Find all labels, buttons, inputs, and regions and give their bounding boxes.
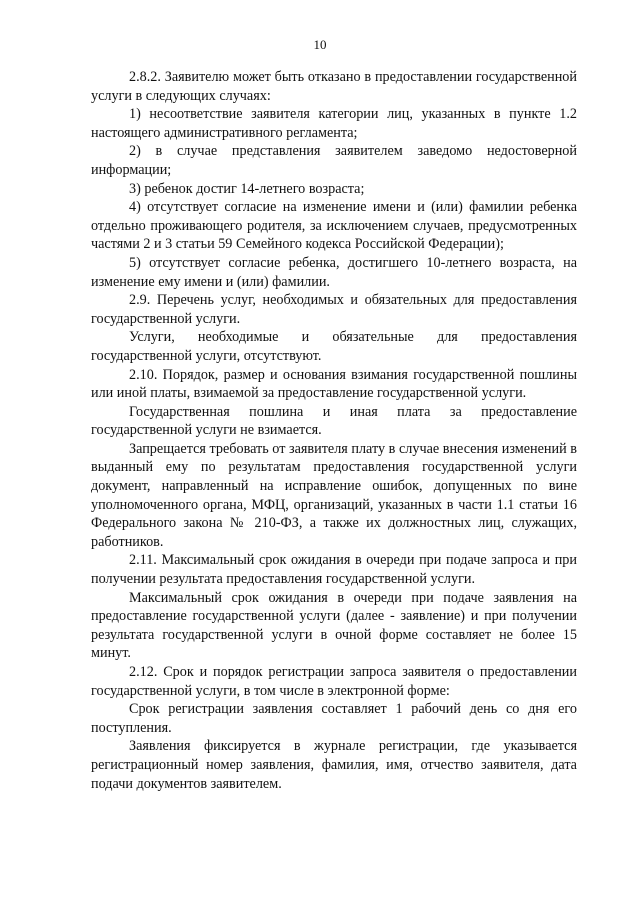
list-item-5: 5) отсутствует согласие ребенка, достигшего 10-летнего возраста, на изменение ему имени и (или) фамилии.	[91, 254, 577, 290]
section-heading-2-11: 2.11. Максимальный срок ожидания в очереди при подаче запроса и при получении результата предоставления государственной услуги.	[91, 552, 577, 588]
paragraph-2-8-2: 2.8.2. Заявителю может быть отказано в предоставлении государственной услуги в следующих случаях:	[91, 69, 577, 104]
list-item-2: 2) в случае представления заявителем заведомо недостоверной информации;	[91, 143, 577, 178]
paragraph: Государственная пошлина и иная плата за предоставление государственной услуги не взимается.	[91, 403, 577, 439]
section-heading-2-10: 2.10. Порядок, размер и основания взимания государственной пошлины или иной платы, взимаемой за предоставление государственной услуги.	[91, 366, 577, 402]
page-number: 10	[313, 37, 327, 52]
paragraph: Запрещается требовать от заявителя плату в случае внесения изменений в выданный ему по результатам предоставления государственной услуги документ, направленный на исправление ошибок, допущенных по вине уполномоченного органа, МФЦ, организаций, указанных в части 1.1 статьи 16 Федерального закона № 210-ФЗ, а также их должностных лиц, служащих, работников.	[91, 440, 577, 550]
list-item-1: 1) несоответствие заявителя категории лиц, указанных в пункте 1.2 настоящего административного регламента;	[91, 106, 577, 141]
paragraph: Максимальный срок ожидания в очереди при подаче заявления на предоставление государственной услуги (далее - заявление) и при получении результата государственной услуги в очной форме составляет не более 15 минут.	[91, 589, 577, 662]
section-heading-2-12: 2.12. Срок и порядок регистрации запроса заявителя о предоставлении государственной услуги, в том числе в электронной форме:	[91, 664, 577, 699]
paragraph: Услуги, необходимые и обязательные для предоставления государственной услуги, отсутствуют.	[91, 329, 577, 364]
paragraph: Заявления фиксируется в журнале регистрации, где указывается регистрационный номер заявления, фамилия, имя, отчество заявителя, дата подачи документов заявителем.	[91, 738, 577, 792]
section-heading-2-9: 2.9. Перечень услуг, необходимых и обязательных для предоставления государственной услуги.	[91, 292, 577, 327]
list-item-4: 4) отсутствует согласие на изменение имени и (или) фамилии ребенка отдельно проживающего родителя, за исключением случаев, предусмотренных частями 2 и 3 статьи 59 Семейного кодекса Российской Федерации);	[91, 199, 577, 253]
paragraph: Срок регистрации заявления составляет 1 рабочий день со дня его поступления.	[91, 701, 577, 736]
document-body	[91, 68, 577, 793]
list-item-3: 3) ребенок достиг 14-летнего возраста;	[129, 180, 365, 197]
